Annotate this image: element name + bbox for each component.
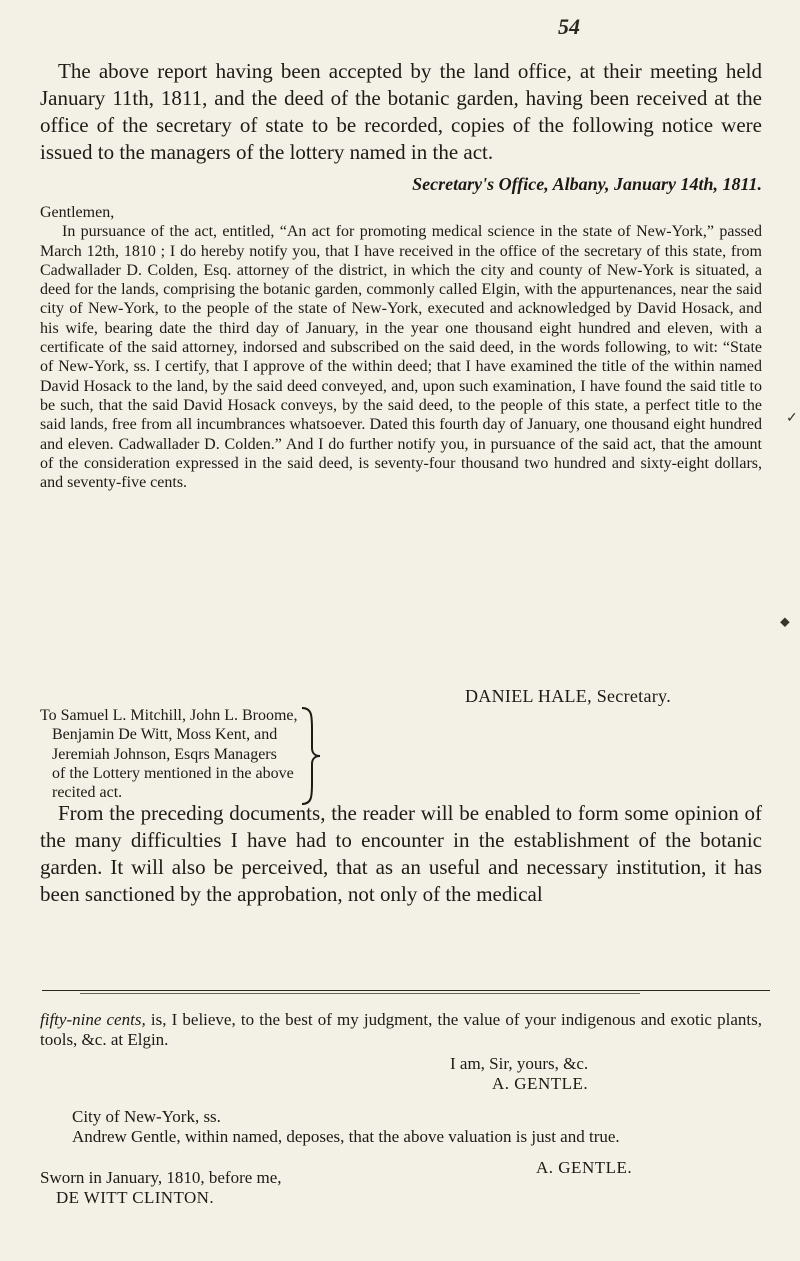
footnote-body: is, I believe, to the best of my judgment, the value of your indigenous and exotic plants, tools, &c. at Elgin. xyxy=(40,1010,762,1049)
footnote-divider xyxy=(42,990,770,991)
address-line: Jeremiah Johnson, Esqrs Managers xyxy=(52,745,277,763)
address-lines xyxy=(40,706,298,806)
letter-address-block xyxy=(40,706,322,806)
affidavit-text: Andrew Gentle, within named, deposes, that the above valuation is just and true. xyxy=(72,1127,620,1146)
address-line: of the Lottery mentioned in the above xyxy=(52,764,294,782)
letter-body: In pursuance of the act, entitled, “An act for promoting medical science in the state of New-York,” passed March 12th, 1810 ; I do hereby notify you, that I have received in the office of the secretary of this state, from Cadwallader D. Colden, Esq. attorney of the district, in which the city and county of New-York is situated, a deed for the lands, comprising the botanic garden, commonly called Elgin, with the appurtenances, near the said city of New-York, to the people of the state of New-York, executed and acknowledged by David Hosack, and his wife, bearing date the third day of January, in the year one thousand eight hundred and eleven, with a certificate of the said attorney, indorsed and subscribed on the said deed, in the words following, to wit: “State of New-York, ss. I certify, that I approve of the within deed; that I have examined the title of the within named David Hosack to the land, by the said deed conveyed, and, upon such examination, I have found the said title to be such, that the said David Hosack conveys, by the said deed, to the people of this state, a perfect title to the said lands, free from all incumbrances whatsoever. Dated this fourth day of January, one thousand eight hundred and eleven. Cadwallader D. Colden.” And I do further notify you, in pursuance of the said act, that the amount of the consideration expressed in the said deed, is seventy-four thousand two hundred and sixty-eight dollars, and seventy-five cents. xyxy=(40,223,762,492)
footnote-lead-words: fifty-nine cents, xyxy=(40,1010,146,1029)
affidavit-venue: City of New-York, ss. xyxy=(72,1107,221,1126)
sworn-line: Sworn in January, 1810, before me, xyxy=(40,1168,282,1187)
footnote-divider-secondary xyxy=(80,993,640,994)
letter-salutation: Gentlemen, xyxy=(40,204,115,221)
footnote-text xyxy=(40,1010,762,1050)
secretary-letter xyxy=(40,203,762,492)
page-number: 54 xyxy=(558,14,580,39)
footnote-closing: I am, Sir, yours, &c. xyxy=(450,1054,589,1073)
footnote-closing-signer: A. GENTLE. xyxy=(492,1074,589,1093)
address-line: To Samuel L. Mitchill, John L. Broome, xyxy=(40,707,298,724)
lead-paragraph: The above report having been accepted by the land office, at their meeting held January 11th, 1811, and the deed of the botanic garden, having been received at the office of the secretary of state to be recorded, copies of the following notice were issued to the managers of the lottery named in the act. xyxy=(40,59,762,164)
margin-mark-icon: ⬥ xyxy=(780,615,790,630)
letter-dateline: Secretary's Office, Albany, January 14th, 1811. xyxy=(412,174,762,194)
letter-signer: DANIEL HALE, Secretary. xyxy=(465,686,671,706)
address-line: Benjamin De Witt, Moss Kent, and xyxy=(52,726,278,744)
right-brace-icon xyxy=(300,706,322,806)
address-line: recited act. xyxy=(52,784,123,802)
followup-paragraph: From the preceding documents, the reader will be enabled to form some opinion of the many difficulties I have had to encounter in the establishment of the botanic garden. It will also be perceived, that as an useful and necessary institution, it has been sanctioned by the approbation, not only of the medical xyxy=(40,801,762,906)
witness-signature: DE WITT CLINTON. xyxy=(56,1188,214,1207)
margin-mark-icon: ✓ xyxy=(786,411,798,426)
affidavit-signer: A. GENTLE. xyxy=(536,1158,633,1177)
